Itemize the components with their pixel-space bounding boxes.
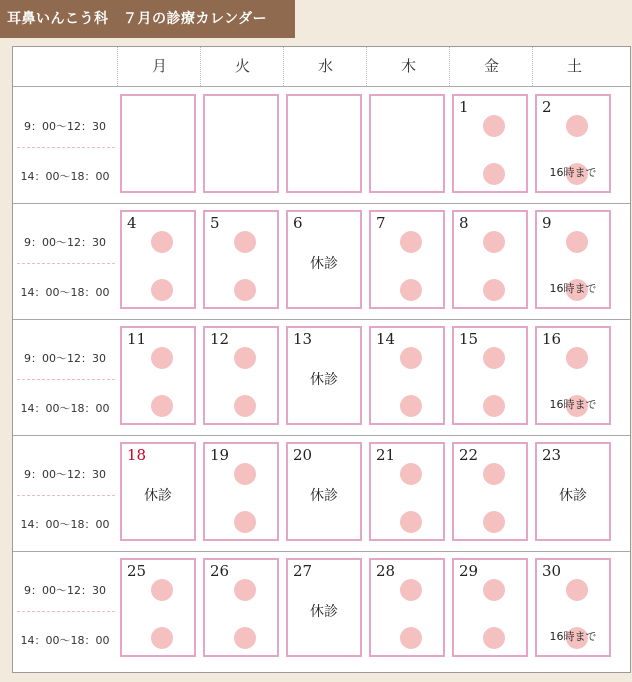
day-cell[interactable] xyxy=(535,94,611,193)
time-label-am: 9：00～12：30 xyxy=(24,468,106,481)
day-cell[interactable] xyxy=(203,326,279,425)
day-number: 6 xyxy=(293,214,303,232)
day-number: 28 xyxy=(376,562,396,580)
day-number: 25 xyxy=(127,562,147,580)
open-pm-marker xyxy=(151,279,173,301)
weekday-header-4: 金 xyxy=(449,47,533,86)
until-16-label: 16時まで xyxy=(549,398,597,411)
until-16-label: 16時まで xyxy=(549,282,597,295)
open-am-marker xyxy=(400,347,422,369)
page-title: 耳鼻いんこう科 ７月の診療カレンダー xyxy=(0,0,295,38)
week-divider xyxy=(13,203,630,204)
day-number: 15 xyxy=(459,330,479,348)
open-am-marker xyxy=(234,231,256,253)
open-am-marker xyxy=(483,115,505,137)
day-cell[interactable] xyxy=(369,94,445,193)
time-label-am: 9：00～12：30 xyxy=(24,352,106,365)
open-am-marker xyxy=(400,579,422,601)
day-number: 20 xyxy=(293,446,313,464)
open-am-marker xyxy=(566,347,588,369)
open-am-marker xyxy=(151,579,173,601)
day-cell[interactable] xyxy=(203,210,279,309)
day-cell[interactable] xyxy=(369,210,445,309)
open-pm-marker xyxy=(400,279,422,301)
open-pm-marker xyxy=(400,511,422,533)
open-am-marker xyxy=(483,347,505,369)
open-pm-marker xyxy=(234,395,256,417)
weekday-header-0: 月 xyxy=(117,47,201,86)
until-16-label: 16時まで xyxy=(549,166,597,179)
open-am-marker xyxy=(234,347,256,369)
slot-divider xyxy=(17,611,115,612)
until-16-label: 16時まで xyxy=(549,630,597,643)
day-cell[interactable] xyxy=(452,442,528,541)
time-label-pm: 14：00～18：00 xyxy=(20,170,110,183)
day-cell[interactable] xyxy=(452,94,528,193)
day-number: 26 xyxy=(210,562,230,580)
day-number: 18 xyxy=(127,446,147,464)
open-pm-marker xyxy=(400,395,422,417)
day-cell[interactable] xyxy=(286,210,362,309)
slot-divider xyxy=(17,263,115,264)
closed-label: 休診 xyxy=(310,488,338,504)
day-number: 12 xyxy=(210,330,230,348)
slot-divider xyxy=(17,495,115,496)
day-cell[interactable] xyxy=(535,558,611,657)
day-number: 1 xyxy=(459,98,469,116)
day-cell[interactable] xyxy=(203,94,279,193)
open-am-marker xyxy=(234,579,256,601)
day-cell[interactable] xyxy=(286,94,362,193)
day-cell[interactable] xyxy=(286,558,362,657)
day-cell[interactable] xyxy=(535,326,611,425)
day-cell[interactable] xyxy=(369,558,445,657)
open-pm-marker xyxy=(234,511,256,533)
open-am-marker xyxy=(234,463,256,485)
day-number: 4 xyxy=(127,214,137,232)
week-divider xyxy=(13,551,630,552)
day-number: 19 xyxy=(210,446,230,464)
open-pm-marker xyxy=(483,511,505,533)
day-number: 30 xyxy=(542,562,562,580)
time-label-am: 9：00～12：30 xyxy=(24,120,106,133)
time-label-pm: 14：00～18：00 xyxy=(20,402,110,415)
day-cell[interactable] xyxy=(286,326,362,425)
day-number: 7 xyxy=(376,214,386,232)
day-number: 13 xyxy=(293,330,313,348)
day-number: 8 xyxy=(459,214,469,232)
day-cell[interactable] xyxy=(120,326,196,425)
day-cell[interactable] xyxy=(203,442,279,541)
closed-label: 休診 xyxy=(310,604,338,620)
open-pm-marker xyxy=(400,627,422,649)
day-number: 22 xyxy=(459,446,479,464)
day-cell[interactable] xyxy=(120,94,196,193)
day-cell[interactable] xyxy=(369,326,445,425)
open-pm-marker xyxy=(483,163,505,185)
day-cell[interactable] xyxy=(120,558,196,657)
day-number: 23 xyxy=(542,446,562,464)
day-cell[interactable] xyxy=(535,442,611,541)
week-divider xyxy=(13,435,630,436)
closed-label: 休診 xyxy=(310,256,338,272)
weekday-header-3: 木 xyxy=(366,47,450,86)
open-am-marker xyxy=(483,579,505,601)
time-label-am: 9：00～12：30 xyxy=(24,584,106,597)
open-am-marker xyxy=(566,115,588,137)
weekday-header-2: 水 xyxy=(283,47,367,86)
open-am-marker xyxy=(566,231,588,253)
day-number: 29 xyxy=(459,562,479,580)
open-am-marker xyxy=(566,579,588,601)
closed-label: 休診 xyxy=(310,372,338,388)
time-label-pm: 14：00～18：00 xyxy=(20,518,110,531)
day-number: 5 xyxy=(210,214,220,232)
open-am-marker xyxy=(400,231,422,253)
day-number: 27 xyxy=(293,562,313,580)
time-label-pm: 14：00～18：00 xyxy=(20,634,110,647)
slot-divider xyxy=(17,147,115,148)
day-cell[interactable] xyxy=(535,210,611,309)
day-cell[interactable] xyxy=(120,210,196,309)
day-number: 16 xyxy=(542,330,562,348)
week-divider xyxy=(13,319,630,320)
weekday-header-5: 土 xyxy=(532,47,616,86)
day-number: 11 xyxy=(127,330,147,348)
open-pm-marker xyxy=(483,395,505,417)
open-am-marker xyxy=(151,347,173,369)
clinic-calendar xyxy=(12,46,631,673)
day-cell[interactable] xyxy=(452,210,528,309)
day-cell[interactable] xyxy=(369,442,445,541)
time-label-am: 9：00～12：30 xyxy=(24,236,106,249)
open-am-marker xyxy=(400,463,422,485)
day-cell[interactable] xyxy=(286,442,362,541)
open-pm-marker xyxy=(483,627,505,649)
day-cell[interactable] xyxy=(120,442,196,541)
day-cell[interactable] xyxy=(452,326,528,425)
open-pm-marker xyxy=(234,627,256,649)
open-pm-marker xyxy=(483,279,505,301)
day-number: 21 xyxy=(376,446,396,464)
slot-divider xyxy=(17,379,115,380)
open-pm-marker xyxy=(234,279,256,301)
open-pm-marker xyxy=(151,395,173,417)
header-divider xyxy=(13,86,630,87)
weekday-header-1: 火 xyxy=(200,47,284,86)
day-number: 2 xyxy=(542,98,552,116)
open-am-marker xyxy=(483,463,505,485)
time-label-pm: 14：00～18：00 xyxy=(20,286,110,299)
open-am-marker xyxy=(151,231,173,253)
closed-label: 休診 xyxy=(559,488,587,504)
day-cell[interactable] xyxy=(203,558,279,657)
day-number: 9 xyxy=(542,214,552,232)
day-cell[interactable] xyxy=(452,558,528,657)
day-number: 14 xyxy=(376,330,396,348)
open-pm-marker xyxy=(151,627,173,649)
open-am-marker xyxy=(483,231,505,253)
closed-label: 休診 xyxy=(144,488,172,504)
